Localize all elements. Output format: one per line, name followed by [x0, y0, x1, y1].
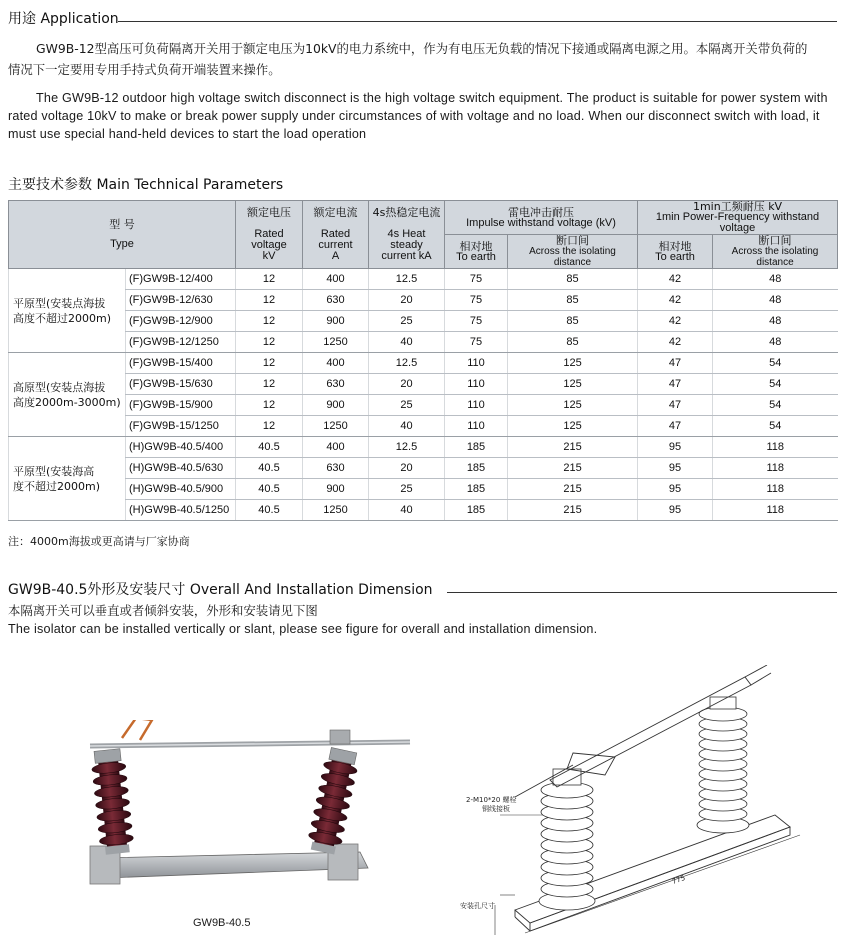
model-cell: (F)GW9B-12/900 [126, 311, 236, 332]
value-cell: 40.5 [236, 437, 303, 458]
model-cell: (H)GW9B-40.5/1250 [126, 500, 236, 521]
model-cell: (F)GW9B-12/1250 [126, 332, 236, 353]
value-cell: 48 [713, 290, 838, 311]
dimension-en-text: The isolator can be installed vertically or slant, please see figure for overall and installation dimension. [8, 622, 598, 636]
value-cell: 12 [236, 311, 303, 332]
table-row [9, 353, 838, 374]
value-cell: 20 [369, 374, 445, 395]
drawing-dimension-value: 775 [671, 873, 687, 887]
table-row [9, 437, 838, 458]
value-cell: 630 [303, 290, 369, 311]
application-zh-line-1: GW9B-12型高压可负荷隔离开关用于额定电压为10kV的电力系统中，作为有电压无负载的情况下接通或隔离电源之用。本隔离开关带负荷的 [36, 41, 808, 56]
value-cell: 630 [303, 458, 369, 479]
value-cell: 25 [369, 479, 445, 500]
value-cell: 40.5 [236, 479, 303, 500]
application-en-line-2: rated voltage 10kV to make or break power supply under circumstances of with voltage and no load. When our disconnect switch with load, it [8, 109, 820, 123]
header-freq-to-earth: 相对地 To earth [638, 235, 713, 269]
header-freq-isolating: 断口间 Across the isolating distance [713, 235, 838, 269]
value-cell: 40 [369, 332, 445, 353]
header-rated-voltage: 额定电压 Rated voltage kV [236, 201, 303, 269]
value-cell: 12.5 [369, 437, 445, 458]
table-row [9, 374, 838, 395]
value-cell: 118 [713, 458, 838, 479]
value-cell: 20 [369, 458, 445, 479]
header-type: 型 号 Type [9, 201, 236, 269]
value-cell: 54 [713, 374, 838, 395]
dimension-zh-text: 本隔离开关可以垂直或者倾斜安装，外形和安装请见下图 [8, 603, 318, 618]
value-cell: 12 [236, 374, 303, 395]
value-cell: 47 [638, 374, 713, 395]
value-cell: 47 [638, 395, 713, 416]
value-cell: 40.5 [236, 500, 303, 521]
value-cell: 42 [638, 269, 713, 290]
value-cell: 48 [713, 311, 838, 332]
value-cell: 215 [508, 479, 638, 500]
value-cell: 125 [508, 353, 638, 374]
value-cell: 900 [303, 395, 369, 416]
value-cell: 95 [638, 437, 713, 458]
table-row [9, 416, 838, 437]
value-cell: 85 [508, 269, 638, 290]
product-photo [30, 720, 415, 900]
value-cell: 42 [638, 332, 713, 353]
value-cell: 185 [445, 458, 508, 479]
value-cell: 12 [236, 395, 303, 416]
value-cell: 20 [369, 290, 445, 311]
model-cell: (F)GW9B-15/630 [126, 374, 236, 395]
application-title-rule [118, 21, 837, 22]
value-cell: 118 [713, 479, 838, 500]
application-en-line-3: must use special hand-held devices to start the load operation [8, 127, 367, 141]
table-row [9, 332, 838, 353]
value-cell: 95 [638, 458, 713, 479]
application-en-line-1: The GW9B-12 outdoor high voltage switch disconnect is the high voltage switch equipment. The product is suitable for power system with [36, 91, 828, 105]
value-cell: 54 [713, 353, 838, 374]
value-cell: 12 [236, 353, 303, 374]
table-row [9, 311, 838, 332]
parameters-title: 主要技术参数 Main Technical Parameters [8, 177, 284, 193]
value-cell: 125 [508, 374, 638, 395]
model-cell: (F)GW9B-15/1250 [126, 416, 236, 437]
model-cell: (F)GW9B-12/400 [126, 269, 236, 290]
model-cell: (F)GW9B-15/900 [126, 395, 236, 416]
value-cell: 12 [236, 290, 303, 311]
value-cell: 110 [445, 374, 508, 395]
group-label: 高原型(安装点海拔 高度2000m-3000m) [9, 353, 126, 437]
value-cell: 12 [236, 416, 303, 437]
drawing-label-mount: 安装孔尺寸 [460, 902, 495, 910]
table-row [9, 458, 838, 479]
value-cell: 118 [713, 500, 838, 521]
header-impulse: 雷电冲击耐压 Impulse withstand voltage (kV) [445, 201, 638, 235]
value-cell: 85 [508, 311, 638, 332]
value-cell: 54 [713, 416, 838, 437]
value-cell: 125 [508, 395, 638, 416]
value-cell: 42 [638, 311, 713, 332]
value-cell: 75 [445, 311, 508, 332]
value-cell: 900 [303, 479, 369, 500]
application-en-paragraph [8, 89, 843, 143]
value-cell: 85 [508, 290, 638, 311]
value-cell: 54 [713, 395, 838, 416]
value-cell: 1250 [303, 332, 369, 353]
header-rated-current: 额定电流 Rated current A [303, 201, 369, 269]
table-row [9, 269, 838, 290]
value-cell: 215 [508, 437, 638, 458]
value-cell: 42 [638, 290, 713, 311]
dimension-title-rule [447, 592, 837, 593]
table-row [9, 395, 838, 416]
value-cell: 12 [236, 332, 303, 353]
value-cell: 75 [445, 290, 508, 311]
parameters-table [8, 200, 838, 521]
value-cell: 630 [303, 374, 369, 395]
parameters-note: 注：4000m海拔或更高请与厂家协商 [8, 535, 190, 548]
group-label: 平原型(安装点海拔 高度不超过2000m) [9, 269, 126, 353]
value-cell: 40 [369, 500, 445, 521]
value-cell: 185 [445, 500, 508, 521]
value-cell: 185 [445, 479, 508, 500]
value-cell: 110 [445, 416, 508, 437]
value-cell: 185 [445, 437, 508, 458]
model-cell: (H)GW9B-40.5/630 [126, 458, 236, 479]
value-cell: 25 [369, 395, 445, 416]
dimension-title: GW9B-40.5外形及安装尺寸 Overall And Installation Dimension [8, 582, 433, 598]
value-cell: 400 [303, 269, 369, 290]
value-cell: 25 [369, 311, 445, 332]
value-cell: 215 [508, 500, 638, 521]
header-impulse-isolating: 断口间 Across the isolating distance [508, 235, 638, 269]
application-zh-line-2: 情况下一定要用专用手持式负荷开端装置来操作。 [8, 62, 281, 77]
value-cell: 95 [638, 479, 713, 500]
value-cell: 47 [638, 353, 713, 374]
model-cell: (H)GW9B-40.5/400 [126, 437, 236, 458]
table-row [9, 290, 838, 311]
group-label: 平原型(安装海高 度不超过2000m) [9, 437, 126, 521]
value-cell: 900 [303, 311, 369, 332]
value-cell: 40.5 [236, 458, 303, 479]
header-heat-current: 4s热稳定电流 4s Heat steady current kA [369, 201, 445, 269]
value-cell: 118 [713, 437, 838, 458]
photo-caption: GW9B-40.5 [193, 917, 251, 929]
value-cell: 95 [638, 500, 713, 521]
header-impulse-to-earth: 相对地 To earth [445, 235, 508, 269]
value-cell: 48 [713, 332, 838, 353]
value-cell: 75 [445, 332, 508, 353]
value-cell: 40 [369, 416, 445, 437]
model-cell: (F)GW9B-15/400 [126, 353, 236, 374]
value-cell: 1250 [303, 500, 369, 521]
value-cell: 1250 [303, 416, 369, 437]
value-cell: 110 [445, 353, 508, 374]
model-cell: (H)GW9B-40.5/900 [126, 479, 236, 500]
value-cell: 75 [445, 269, 508, 290]
value-cell: 215 [508, 458, 638, 479]
value-cell: 47 [638, 416, 713, 437]
value-cell: 400 [303, 437, 369, 458]
table-row [9, 479, 838, 500]
model-cell: (F)GW9B-12/630 [126, 290, 236, 311]
header-power-frequency: 1min工频耐压 kV 1min Power-Frequency withstand voltage [638, 201, 838, 235]
value-cell: 12.5 [369, 353, 445, 374]
value-cell: 48 [713, 269, 838, 290]
value-cell: 12 [236, 269, 303, 290]
value-cell: 400 [303, 353, 369, 374]
value-cell: 110 [445, 395, 508, 416]
value-cell: 85 [508, 332, 638, 353]
value-cell: 12.5 [369, 269, 445, 290]
application-title: 用途 Application [8, 11, 119, 27]
application-zh-paragraph [8, 40, 843, 79]
table-row [9, 500, 838, 521]
drawing-label-bolt: 2-M10*20 螺栓 铜线接板 [466, 796, 517, 813]
value-cell: 125 [508, 416, 638, 437]
